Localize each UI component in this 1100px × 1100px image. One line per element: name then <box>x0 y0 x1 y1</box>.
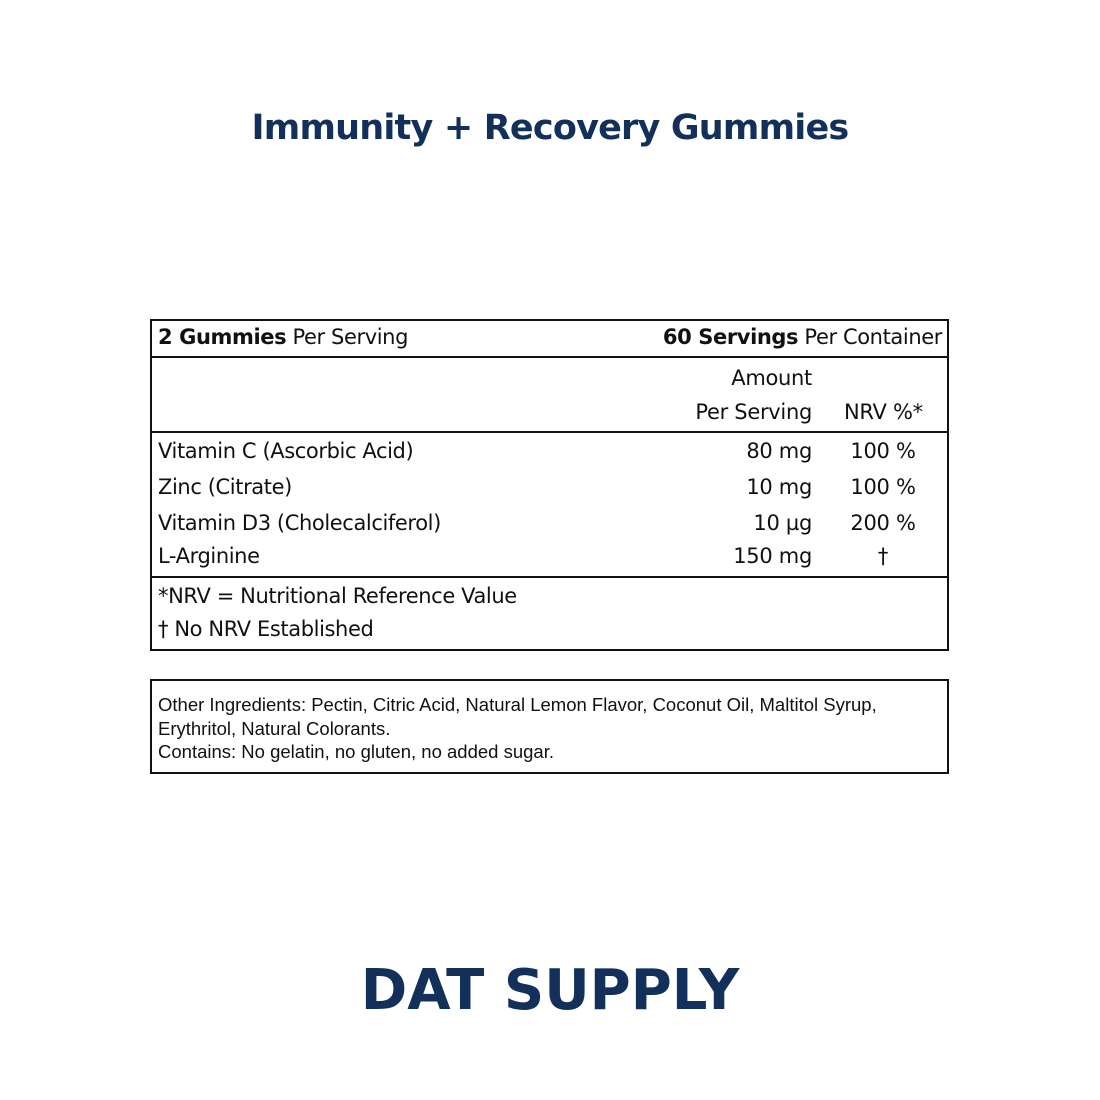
divider-line <box>152 431 947 433</box>
ingredients-text <box>158 693 943 764</box>
nutrient-amount: 10 µg <box>753 511 812 535</box>
nutrient-name: Vitamin C (Ascorbic Acid) <box>158 439 414 463</box>
brand-logo: DAT SUPPLY <box>360 958 740 1023</box>
servings-per-container <box>663 325 942 349</box>
nutrient-name: Vitamin D3 (Cholecalciferol) <box>158 511 441 535</box>
divider-line <box>152 356 947 358</box>
nutrient-amount: 150 mg <box>733 544 812 568</box>
header-nrv: NRV %* <box>844 400 923 424</box>
contains-statement: Contains: No gelatin, no gluten, no added sugar. <box>158 741 554 762</box>
supplement-facts-panel <box>150 319 949 651</box>
nutrient-nrv: 100 % <box>850 439 916 463</box>
footnote-dagger: † No NRV Established <box>158 617 374 641</box>
header-amount-line2: Per Serving <box>695 400 812 424</box>
nutrient-amount: 80 mg <box>746 439 812 463</box>
footnote-nrv: *NRV = Nutritional Reference Value <box>158 584 517 608</box>
servings-count: 60 Servings <box>662 325 799 349</box>
serving-size-label: Per Serving <box>286 325 409 349</box>
nutrient-nrv: † <box>877 544 889 568</box>
nutrient-amount: 10 mg <box>746 475 812 499</box>
divider-line <box>152 576 947 578</box>
nutrient-name: Zinc (Citrate) <box>158 475 292 499</box>
serving-size-amount: 2 Gummies <box>158 325 287 349</box>
nutrient-nrv: 100 % <box>850 475 916 499</box>
servings-per-container-label: Per Container <box>798 325 942 349</box>
ingredients-panel <box>150 679 949 774</box>
other-ingredients: Other Ingredients: Pectin, Citric Acid, Natural Lemon Flavor, Coconut Oil, Maltitol Syrup, Erythritol, Natural Colorants. <box>158 694 877 739</box>
nutrient-name: L-Arginine <box>158 544 260 568</box>
nutrient-nrv: 200 % <box>850 511 916 535</box>
product-title: Immunity + Recovery Gummies <box>251 108 849 148</box>
header-amount-line1: Amount <box>731 366 812 390</box>
serving-size <box>158 325 408 349</box>
